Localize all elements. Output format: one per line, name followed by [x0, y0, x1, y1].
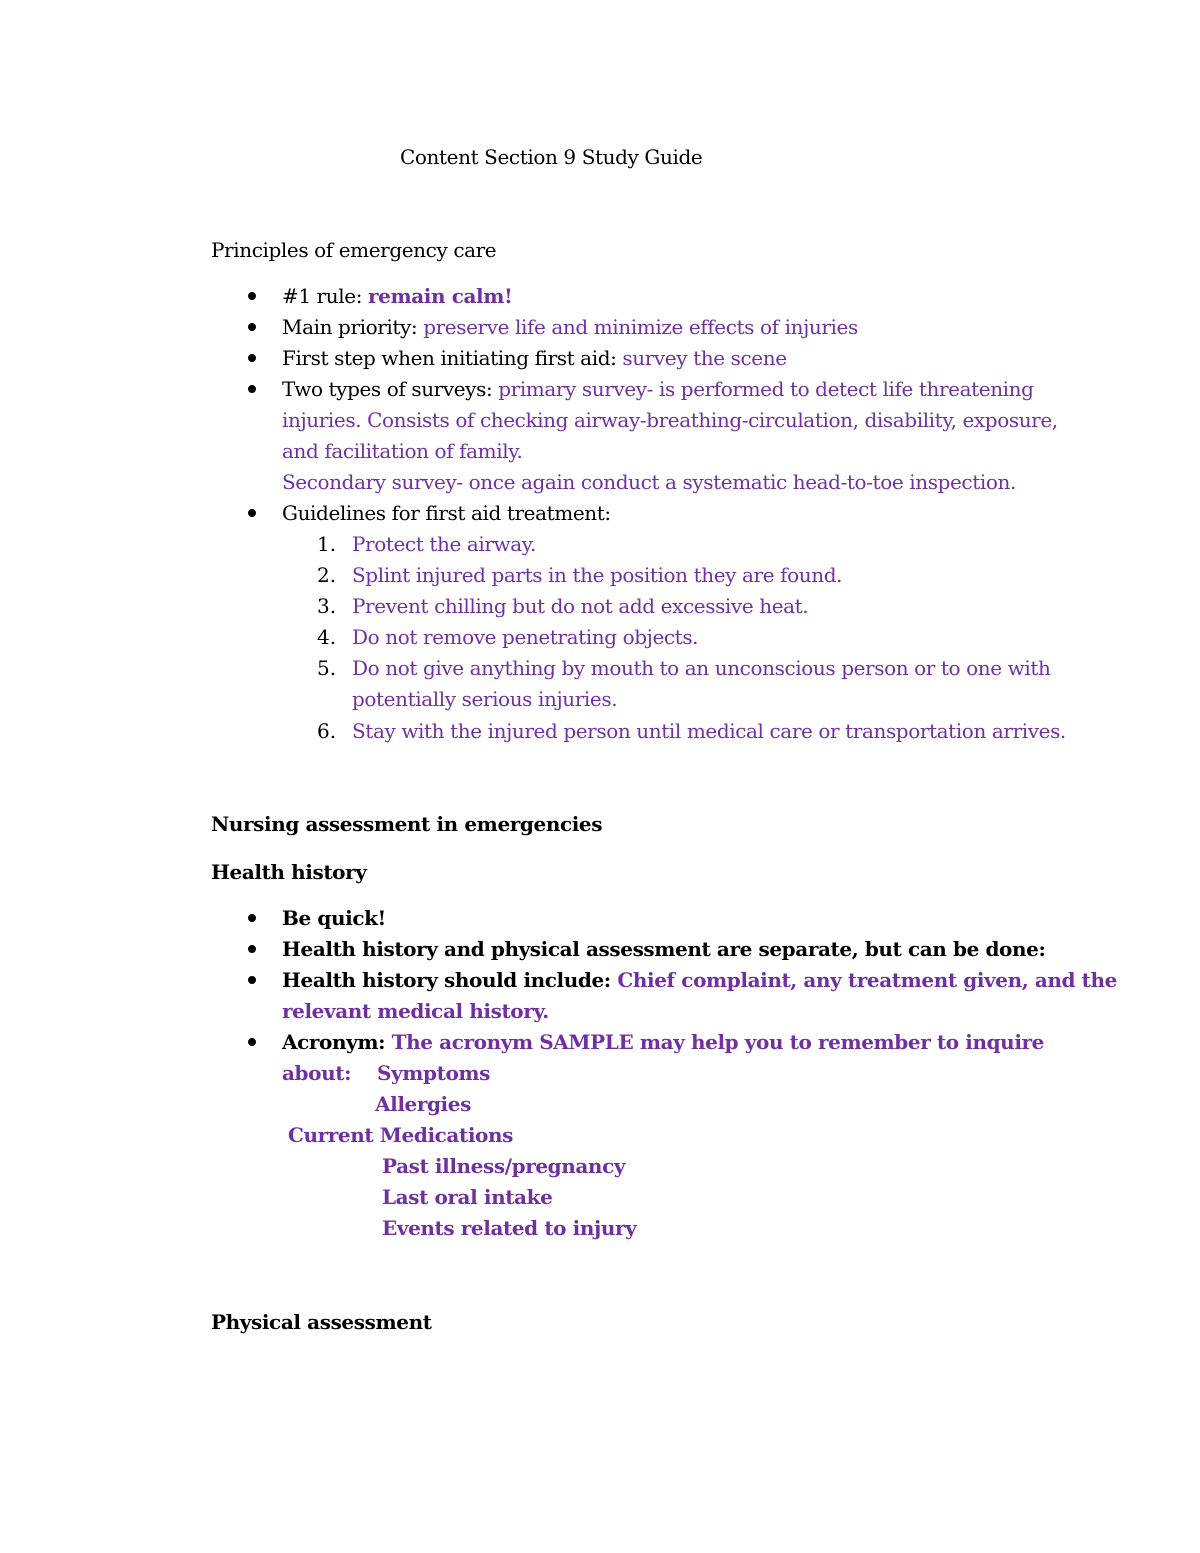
guideline-number: 6. — [317, 719, 337, 743]
surveys-item — [282, 377, 1034, 401]
surveys-value: primary survey- is performed to detect life threatening — [498, 377, 1034, 401]
acronym-label: Acronym: — [282, 1030, 392, 1054]
first-step-label: First step when initiating first aid: — [282, 346, 623, 370]
bullet-marker — [248, 509, 256, 517]
sample-item: Events related to injury — [382, 1216, 637, 1240]
priority-label: Main priority: — [282, 315, 424, 339]
be-quick-item: Be quick! — [282, 906, 386, 930]
bullet-marker — [248, 385, 256, 393]
surveys-value-line4: Secondary survey- once again conduct a systematic head-to-toe inspection. — [282, 470, 1016, 494]
bullet-marker — [248, 976, 256, 984]
guideline-text: Protect the airway. — [352, 532, 536, 556]
sample-item: Last oral intake — [382, 1185, 553, 1209]
bullet-marker — [248, 914, 256, 922]
guideline-number: 1. — [317, 532, 337, 556]
first-step-value: survey the scene — [622, 346, 787, 370]
guideline-text: Splint injured parts in the position they are found. — [352, 563, 843, 587]
bullet-marker — [248, 945, 256, 953]
guideline-number: 3. — [317, 594, 337, 618]
guideline-text: Do not give anything by mouth to an unconscious person or to one with — [352, 656, 1051, 680]
bullet-marker — [248, 323, 256, 331]
sample-item: Current Medications — [288, 1123, 513, 1147]
document-title: Content Section 9 Study Guide — [400, 145, 703, 169]
surveys-value-line2: injuries. Consists of checking airway-breathing-circulation, disability, exposure, — [282, 408, 1058, 432]
priority-value: preserve life and minimize effects of injuries — [423, 315, 858, 339]
guideline-number: 4. — [317, 625, 337, 649]
guidelines-label: Guidelines for first aid treatment: — [282, 501, 611, 525]
include-value-line2: relevant medical history. — [282, 999, 549, 1023]
bullet-marker — [248, 1038, 256, 1046]
surveys-value-line3: and facilitation of family. — [282, 439, 523, 463]
principles-heading: Principles of emergency care — [211, 238, 497, 262]
nursing-heading: Nursing assessment in emergencies — [211, 812, 603, 836]
rule-item — [282, 284, 512, 308]
priority-item — [282, 315, 858, 339]
sample-item: Symptoms — [377, 1061, 491, 1085]
separate-item: Health history and physical assessment are separate, but can be done: — [282, 937, 1046, 961]
first-step-item — [282, 346, 787, 370]
include-label: Health history should include: — [282, 968, 618, 992]
guideline-number: 5. — [317, 656, 337, 680]
guideline-text: Do not remove penetrating objects. — [352, 625, 699, 649]
bullet-marker — [248, 354, 256, 362]
physical-heading: Physical assessment — [211, 1310, 432, 1334]
acronym-about: about: — [282, 1061, 352, 1085]
guideline-text: Stay with the injured person until medical care or transportation arrives. — [352, 719, 1066, 743]
sample-item: Allergies — [375, 1092, 471, 1116]
include-value: Chief complaint, any treatment given, and the — [617, 968, 1117, 992]
guideline-text: Prevent chilling but do not add excessive heat. — [352, 594, 809, 618]
rule-value: remain calm! — [368, 284, 513, 308]
guideline-text-continued: potentially serious injuries. — [352, 687, 618, 711]
guideline-number: 2. — [317, 563, 337, 587]
sample-item: Past illness/pregnancy — [382, 1154, 626, 1178]
rule-label: #1 rule: — [282, 284, 369, 308]
acronym-value: The acronym SAMPLE may help you to remember to inquire — [391, 1030, 1044, 1054]
surveys-label: Two types of surveys: — [282, 377, 499, 401]
bullet-marker — [248, 292, 256, 300]
health-history-heading: Health history — [211, 860, 367, 884]
acronym-item — [282, 1030, 1044, 1054]
include-item — [282, 968, 1117, 992]
